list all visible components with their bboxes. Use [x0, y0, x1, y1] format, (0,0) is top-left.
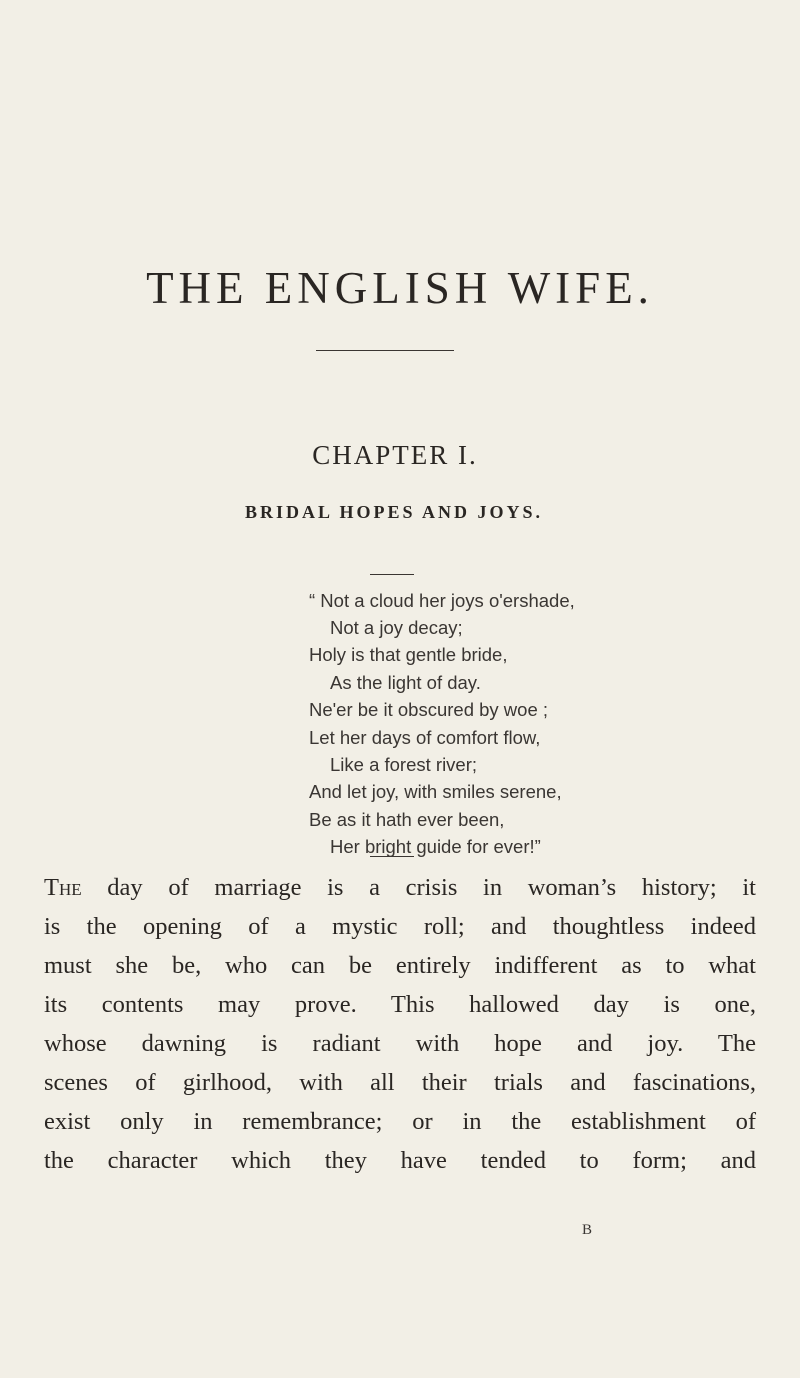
- title-divider: [316, 350, 454, 351]
- epigraph-line: Like a forest river;: [330, 754, 478, 775]
- body-line: scenes of girlhood, with all their trials and fascinations,: [44, 1069, 756, 1096]
- body-line: its contents may prove. This hallowed day is one,: [44, 991, 756, 1018]
- epigraph-line: Her bright guide for ever!”: [330, 836, 541, 857]
- epigraph-line: Holy is that gentle bride,: [309, 644, 508, 665]
- opening-word: The: [44, 874, 82, 901]
- epigraph-bottom-divider: [370, 856, 414, 857]
- body-line: must she be, who can be entirely indifferent as to what: [44, 952, 756, 979]
- book-title: THE ENGLISH WIFE.: [146, 263, 654, 313]
- epigraph-line: Ne'er be it obscured by woe ;: [309, 699, 549, 720]
- chapter-heading: CHAPTER I.: [312, 440, 478, 470]
- epigraph-line: “ Not a cloud her joys o'ershade,: [309, 590, 575, 611]
- body-paragraph: [44, 868, 756, 1180]
- body-line: the character which they have tended to form; and: [44, 1147, 756, 1174]
- epigraph-line: And let joy, with smiles serene,: [309, 781, 562, 802]
- signature-mark: B: [582, 1222, 593, 1238]
- epigraph-line: Be as it hath ever been,: [309, 809, 505, 830]
- body-line: exist only in remembrance; or in the establishment of: [44, 1108, 756, 1135]
- epigraph-top-divider: [370, 574, 414, 575]
- chapter-subtitle: BRIDAL HOPES AND JOYS.: [244, 502, 544, 522]
- body-line: The day of marriage is a crisis in woman’s history; it: [44, 874, 756, 901]
- epigraph-line: Not a joy decay;: [330, 617, 463, 638]
- epigraph-line: As the light of day.: [330, 672, 481, 693]
- epigraph-line: Let her days of comfort flow,: [309, 727, 541, 748]
- body-line: is the opening of a mystic roll; and thoughtless indeed: [44, 913, 756, 940]
- body-line: whose dawning is radiant with hope and joy. The: [44, 1030, 756, 1057]
